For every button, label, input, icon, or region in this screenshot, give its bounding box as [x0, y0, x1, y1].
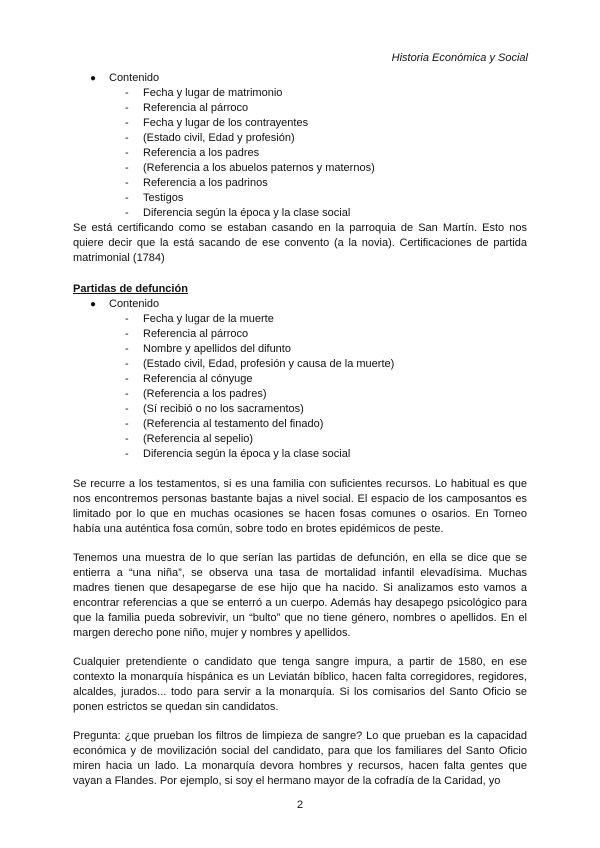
- dash-icon: -: [125, 448, 129, 460]
- list-item: - Fecha y lugar de la muerte: [125, 313, 274, 325]
- list-item: - Diferencia según la época y la clase social: [125, 207, 351, 219]
- bullet-label: Contenido: [109, 298, 160, 310]
- dash-icon: -: [125, 373, 129, 385]
- list-item: - Referencia al párroco: [125, 328, 249, 340]
- bullet-label: Contenido: [109, 72, 160, 84]
- marriage-content-list: [73, 86, 527, 221]
- list-item: - (Referencia a los padres): [125, 388, 267, 400]
- page-body: [73, 71, 527, 789]
- list-item: - Referencia a los padres: [125, 147, 260, 159]
- list-item: - Referencia al cónyuge: [125, 373, 253, 385]
- dash-icon: -: [125, 102, 129, 114]
- section-heading-defuncion: Partidas de defunción: [73, 283, 188, 295]
- body-paragraph: Tenemos una muestra de lo que serían las partidas de defunción, en ella se dice que se entierra a “una niña”, se observa una tasa de mortalidad infantil elevadísima. Muchas madres tienen que desapegarse de ese hijo que ha nacido. Si analizamos esto vamos a encontrar referencias a que se enterró a un cuerpo. Además hay desapego psicológico para que la familia pueda sobrevivir, un “bulto” que no tiene género, nombres o apellidos. En el margen derecho pone niño, mujer y nombres y apellidos.: [73, 552, 527, 639]
- list-item: - (Estado civil, Edad, profesión y causa de la muerte): [125, 358, 395, 370]
- list-item: - Fecha y lugar de matrimonio: [125, 87, 283, 99]
- list-item: - Diferencia según la época y la clase social: [125, 448, 351, 460]
- list-item: - (Referencia al testamento del finado): [125, 418, 324, 430]
- list-item: - (Referencia a los abuelos paternos y maternos): [125, 162, 375, 174]
- dash-icon: -: [125, 328, 129, 340]
- body-paragraph: Cualquier pretendiente o candidato que tenga sangre impura, a partir de 1580, en ese contexto la monarquía hispánica es un Leviatán bíblico, hacen falta corregidores, regidores, alcaldes, jurados... todo para servir a la monarquía. Si los comisarios del Santo Oficio se ponen estrictos se quedan sin candidatos.: [73, 656, 527, 713]
- dash-icon: -: [125, 433, 129, 445]
- dash-icon: -: [125, 403, 129, 415]
- list-item: - Referencia al párroco: [125, 102, 249, 114]
- dash-icon: -: [125, 343, 129, 355]
- body-paragraph: Pregunta: ¿que prueban los filtros de limpieza de sangre? Lo que prueban es la capacidad económica y de movilización social del candidato, para que los familiares del Santo Oficio miren hacia un lado. La monarquía devora hombres y recursos, hacen falta gentes que vayan a Flandes. Por ejemplo, si soy el hermano mayor de la cofradía de la Caridad, yo: [73, 730, 527, 787]
- list-item: - (Sí recibió o no los sacramentos): [125, 403, 304, 415]
- running-header: Historia Económica y Social: [391, 52, 528, 64]
- dash-icon: -: [125, 388, 129, 400]
- dash-icon: -: [125, 358, 129, 370]
- list-item: - (Referencia al sepelio): [125, 433, 254, 445]
- marriage-paragraph: Se está certificando como se estaban casando en la parroquia de San Martín. Esto nos quiere decir que la está sacando de ese convento (a la novia). Certificaciones de partida matrimonial (1784): [73, 222, 527, 264]
- bullet-item: [73, 297, 527, 312]
- dash-icon: -: [125, 162, 129, 174]
- dash-icon: -: [125, 117, 129, 129]
- bullet-icon: ●: [90, 73, 97, 84]
- dash-icon: -: [125, 177, 129, 189]
- bullet-item: [73, 71, 527, 86]
- dash-icon: -: [125, 418, 129, 430]
- bullet-icon: ●: [90, 299, 97, 310]
- dash-icon: -: [125, 313, 129, 325]
- dash-icon: -: [125, 207, 129, 219]
- body-paragraph: Se recurre a los testamentos, si es una familia con suficientes recursos. Lo habitual es que nos encontremos personas bastante bajas a nivel social. El espacio de los camposantos es limitado por lo que en muchas ocasiones se hacen fosas comunes o osarios. En Torneo había una auténtica fosa común, sobre todo en brotes epidémicos de peste.: [73, 478, 527, 535]
- dash-icon: -: [125, 132, 129, 144]
- list-item: - Referencia a los padrinos: [125, 177, 268, 189]
- page-number: 2: [296, 799, 304, 811]
- death-content-list: [73, 312, 527, 462]
- list-item: - Fecha y lugar de los contrayentes: [125, 117, 309, 129]
- list-item: - (Estado civil, Edad y profesión): [125, 132, 295, 144]
- dash-icon: -: [125, 87, 129, 99]
- dash-icon: -: [125, 147, 129, 159]
- dash-icon: -: [125, 192, 129, 204]
- list-item: - Testigos: [125, 192, 184, 204]
- list-item: - Nombre y apellidos del difunto: [125, 343, 291, 355]
